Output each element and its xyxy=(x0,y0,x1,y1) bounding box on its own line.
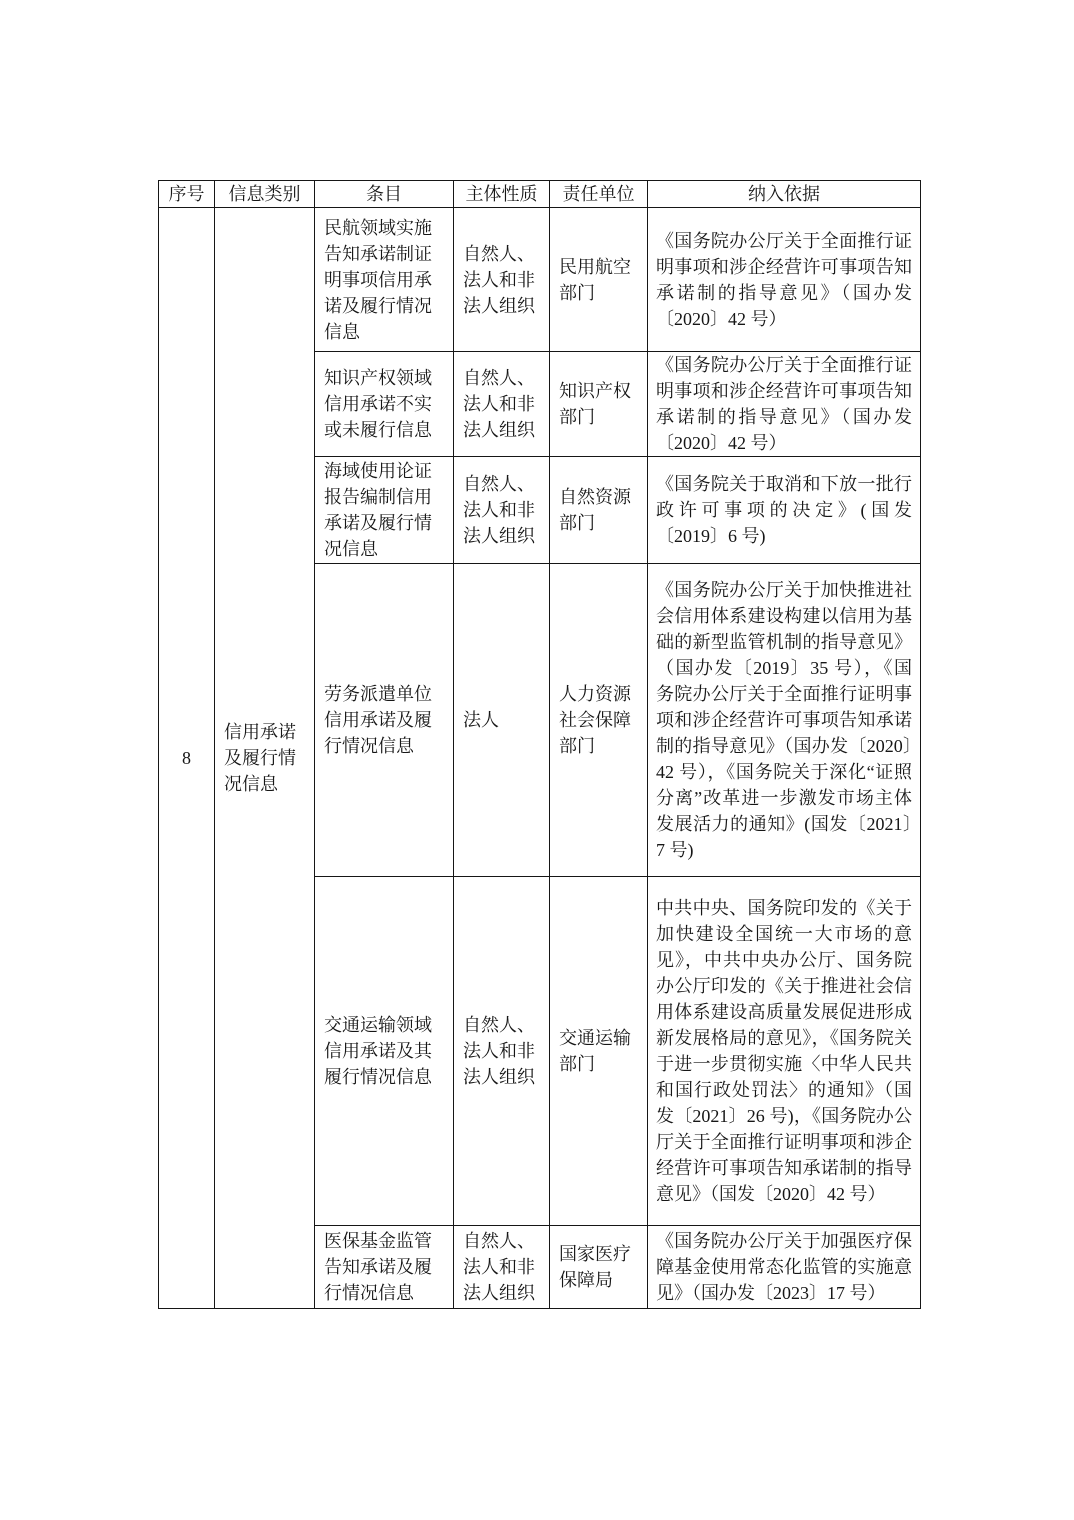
subject-cell: 自然人、法人和非法人组织 xyxy=(454,352,550,457)
basis-cell: 《国务院办公厅关于全面推行证明事项和涉企经营许可事项告知承诺制的指导意见》（国办发〔2020〕42 号） xyxy=(648,352,921,457)
subject-cell: 法人 xyxy=(454,564,550,877)
subject-cell: 自然人、法人和非法人组织 xyxy=(454,457,550,564)
unit-cell: 民用航空部门 xyxy=(550,208,648,352)
category-text: 信用承诺及履行情况信息 xyxy=(224,722,296,794)
unit-cell: 交通运输部门 xyxy=(550,877,648,1226)
unit-cell: 人力资源社会保障部门 xyxy=(550,564,648,877)
header-category: 信息类别 xyxy=(215,181,315,208)
header-entry: 条目 xyxy=(315,181,454,208)
header-subject: 主体性质 xyxy=(454,181,550,208)
table-header-row xyxy=(159,181,921,208)
entry-cell: 交通运输领域信用承诺及其履行情况信息 xyxy=(315,877,454,1226)
header-basis: 纳入依据 xyxy=(648,181,921,208)
entry-cell: 海域使用论证报告编制信用承诺及履行情况信息 xyxy=(315,457,454,564)
unit-cell: 知识产权部门 xyxy=(550,352,648,457)
basis-cell: 《国务院办公厅关于加强医疗保障基金使用常态化监管的实施意见》（国办发〔2023〕17 号） xyxy=(648,1226,921,1309)
subject-cell: 自然人、法人和非法人组织 xyxy=(454,208,550,352)
entry-cell: 劳务派遣单位信用承诺及履行情况信息 xyxy=(315,564,454,877)
entry-cell: 知识产权领域信用承诺不实或未履行信息 xyxy=(315,352,454,457)
entry-cell: 民航领域实施告知承诺制证明事项信用承诺及履行情况信息 xyxy=(315,208,454,352)
unit-cell: 国家医疗保障局 xyxy=(550,1226,648,1309)
category-cell xyxy=(215,208,315,1309)
entry-cell: 医保基金监管告知承诺及履行情况信息 xyxy=(315,1226,454,1309)
serial-cell: 8 xyxy=(159,208,215,1309)
subject-cell: 自然人、法人和非法人组织 xyxy=(454,877,550,1226)
header-unit: 责任单位 xyxy=(550,181,648,208)
table-row xyxy=(159,208,921,352)
subject-cell: 自然人、法人和非法人组织 xyxy=(454,1226,550,1309)
basis-cell: 《国务院办公厅关于加快推进社会信用体系建设构建以信用为基础的新型监管机制的指导意见》（国办发〔2019〕35 号），《国务院办公厅关于全面推行证明事项和涉企经营许可事项告知承诺制的指导意见》（国办发〔2020〕42 号），《国务院关于深化“证照分离”改革进一步激发市场主体发展活力的通知》(国发〔2021〕7 号) xyxy=(648,564,921,877)
basis-cell: 《国务院办公厅关于全面推行证明事项和涉企经营许可事项告知承诺制的指导意见》（国办发〔2020〕42 号） xyxy=(648,208,921,352)
basis-cell: 《国务院关于取消和下放一批行政许可事项的决定》(国发〔2019〕6 号) xyxy=(648,457,921,564)
header-serial: 序号 xyxy=(159,181,215,208)
credit-commitment-info-table xyxy=(158,180,921,1309)
basis-cell: 中共中央、国务院印发的《关于加快建设全国统一大市场的意见》，中共中央办公厅、国务院办公厅印发的《关于推进社会信用体系建设高质量发展促进形成新发展格局的意见》，《国务院关于进一步贯彻实施〈中华人民共和国行政处罚法〉的通知》（国发〔2021〕26 号)，《国务院办公厅关于全面推行证明事项和涉企经营许可事项告知承诺制的指导意见》（国发〔2020〕42 号） xyxy=(648,877,921,1226)
unit-cell: 自然资源部门 xyxy=(550,457,648,564)
